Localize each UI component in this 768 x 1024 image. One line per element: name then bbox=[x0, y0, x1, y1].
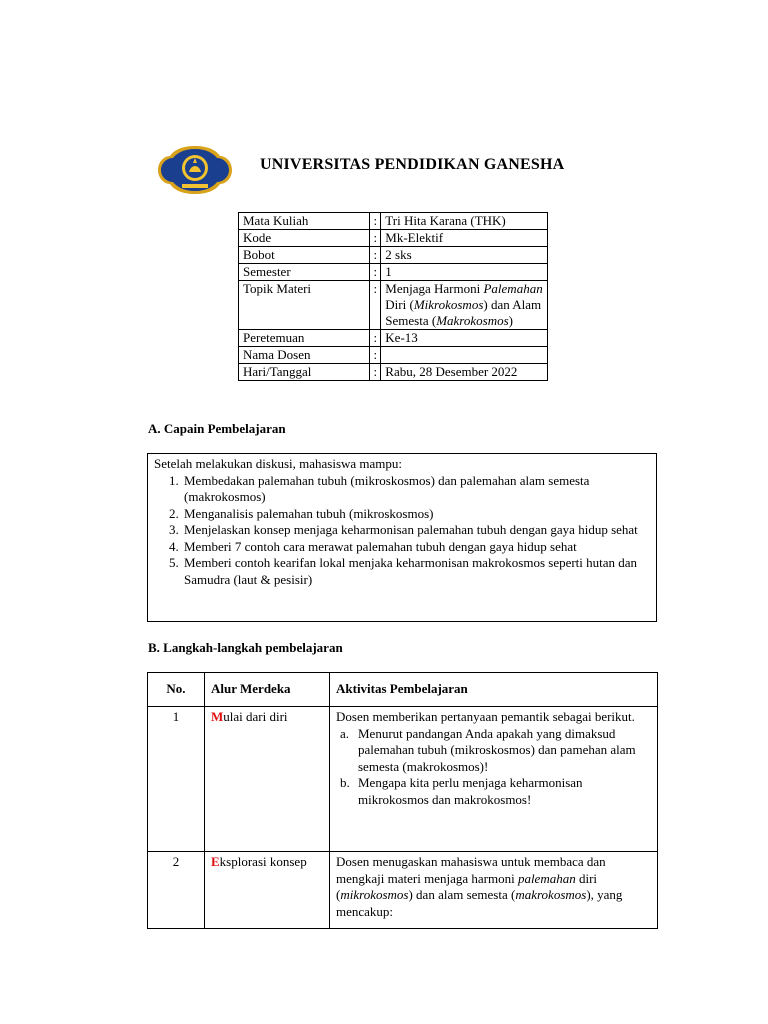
aktivitas-list bbox=[336, 726, 651, 809]
alur-rest: ksplorasi konsep bbox=[219, 854, 307, 869]
alur-initial: M bbox=[211, 709, 224, 724]
alur-initial: E bbox=[211, 854, 220, 869]
list-item: 4. Memberi 7 contoh cara merawat palemahan tubuh dengan gaya hidup sehat bbox=[182, 539, 650, 556]
topik-part: ) dan Alam Semesta ( bbox=[385, 297, 542, 328]
info-row bbox=[239, 264, 548, 281]
info-value: Rabu, 28 Desember 2022 bbox=[381, 364, 548, 381]
list-item: 5. Memberi contoh kearifan lokal menjaka keharmonisan makrokosmos seperti hutan dan Samudra (laut & pesisir) bbox=[182, 555, 650, 588]
list-item: 1. Membedakan palemahan tubuh (mikroskosmos) dan palemahan alam semesta (makrokosmos) bbox=[182, 473, 650, 506]
info-row bbox=[239, 364, 548, 381]
alur-cell bbox=[205, 852, 330, 929]
column-header-no: No. bbox=[148, 673, 205, 707]
topik-part: Menjaga Harmoni bbox=[385, 281, 484, 296]
capaian-box bbox=[147, 453, 657, 622]
info-separator: : bbox=[370, 347, 381, 364]
topik-part: Diri ( bbox=[385, 297, 414, 312]
section-a-heading: A. Capain Pembelajaran bbox=[148, 421, 286, 436]
capaian-intro: Setelah melakukan diskusi, mahasiswa mampu: bbox=[154, 456, 403, 471]
alur-cell bbox=[205, 707, 330, 852]
info-row bbox=[239, 330, 548, 347]
aktivitas-intro: Dosen memberikan pertanyaan pemantik sebagai berikut. bbox=[336, 709, 635, 724]
list-text: Mengapa kita perlu menjaga keharmonisan mikrokosmos dan makrokosmos! bbox=[358, 775, 583, 807]
aktivitas-text: diri ( bbox=[336, 870, 598, 902]
info-label: Semester bbox=[239, 264, 370, 281]
info-label: Bobot bbox=[239, 247, 370, 264]
info-label: Mata Kuliah bbox=[239, 213, 370, 230]
section-b-heading: B. Langkah-langkah pembelajaran bbox=[148, 640, 343, 655]
info-separator: : bbox=[370, 230, 381, 247]
aktivitas-cell bbox=[330, 852, 658, 929]
info-label: Peretemuan bbox=[239, 330, 370, 347]
topik-italic: Makrokosmos bbox=[436, 313, 509, 328]
info-row bbox=[239, 347, 548, 364]
info-value: Tri Hita Karana (THK) bbox=[381, 213, 548, 230]
list-marker: a. bbox=[340, 725, 350, 741]
aktivitas-text: ), yang mencakup: bbox=[336, 887, 623, 919]
info-value: Mk-Elektif bbox=[381, 230, 548, 247]
steps-table bbox=[147, 672, 658, 929]
row-number: 2 bbox=[148, 852, 205, 929]
table-header-row bbox=[148, 673, 658, 707]
info-separator: : bbox=[370, 364, 381, 381]
table-row bbox=[148, 852, 658, 929]
list-item bbox=[340, 725, 651, 776]
aktivitas-italic: makrokosmos bbox=[515, 887, 587, 902]
university-logo bbox=[156, 144, 234, 196]
info-separator: : bbox=[370, 281, 381, 330]
capaian-list bbox=[154, 473, 650, 589]
course-info-table bbox=[238, 212, 548, 381]
info-value bbox=[381, 347, 548, 364]
info-separator: : bbox=[370, 247, 381, 264]
alur-rest: ulai dari diri bbox=[223, 709, 288, 724]
info-label: Kode bbox=[239, 230, 370, 247]
table-row bbox=[148, 707, 658, 852]
column-header-alur: Alur Merdeka bbox=[205, 673, 330, 707]
info-row bbox=[239, 247, 548, 264]
info-row bbox=[239, 230, 548, 247]
topik-italic: Palemahan bbox=[483, 281, 543, 296]
aktivitas-text: Dosen menugaskan mahasiswa untuk membaca dan mengkaji materi menjaga harmoni bbox=[336, 854, 606, 886]
list-marker: b. bbox=[340, 775, 350, 790]
info-row bbox=[239, 213, 548, 230]
info-value-topik bbox=[381, 281, 548, 330]
info-value: 2 sks bbox=[381, 247, 548, 264]
topik-part: ) bbox=[508, 313, 513, 328]
list-item: 2. Menganalisis palemahan tubuh (mikroskosmos) bbox=[182, 506, 650, 523]
university-title: UNIVERSITAS PENDIDIKAN GANESHA bbox=[260, 156, 565, 173]
aktivitas-italic: mikrokosmos bbox=[340, 887, 409, 902]
info-label: Topik Materi bbox=[239, 281, 370, 330]
info-separator: : bbox=[370, 330, 381, 347]
info-separator: : bbox=[370, 264, 381, 281]
topik-italic: Mikrokosmos bbox=[413, 297, 484, 312]
column-header-aktivitas: Aktivitas Pembelajaran bbox=[330, 673, 658, 707]
aktivitas-italic: palemahan bbox=[517, 870, 576, 886]
row-number: 1 bbox=[148, 707, 205, 852]
info-row bbox=[239, 281, 548, 330]
info-value: 1 bbox=[381, 264, 548, 281]
info-separator: : bbox=[370, 213, 381, 230]
list-item: 3. Menjelaskan konsep menjaga keharmonisan palemahan tubuh dengan gaya hidup sehat bbox=[182, 522, 650, 539]
list-text: Menurut pandangan Anda apakah yang dimaksud palemahan tubuh (mikroskosmos) dan pamehan alam semesta (makrokosmos)! bbox=[358, 725, 636, 774]
aktivitas-cell bbox=[330, 707, 658, 852]
aktivitas-text: ) dan alam semesta ( bbox=[408, 887, 516, 902]
info-value: Ke-13 bbox=[381, 330, 548, 347]
info-label: Hari/Tanggal bbox=[239, 364, 370, 381]
list-item bbox=[340, 775, 651, 808]
info-label: Nama Dosen bbox=[239, 347, 370, 364]
